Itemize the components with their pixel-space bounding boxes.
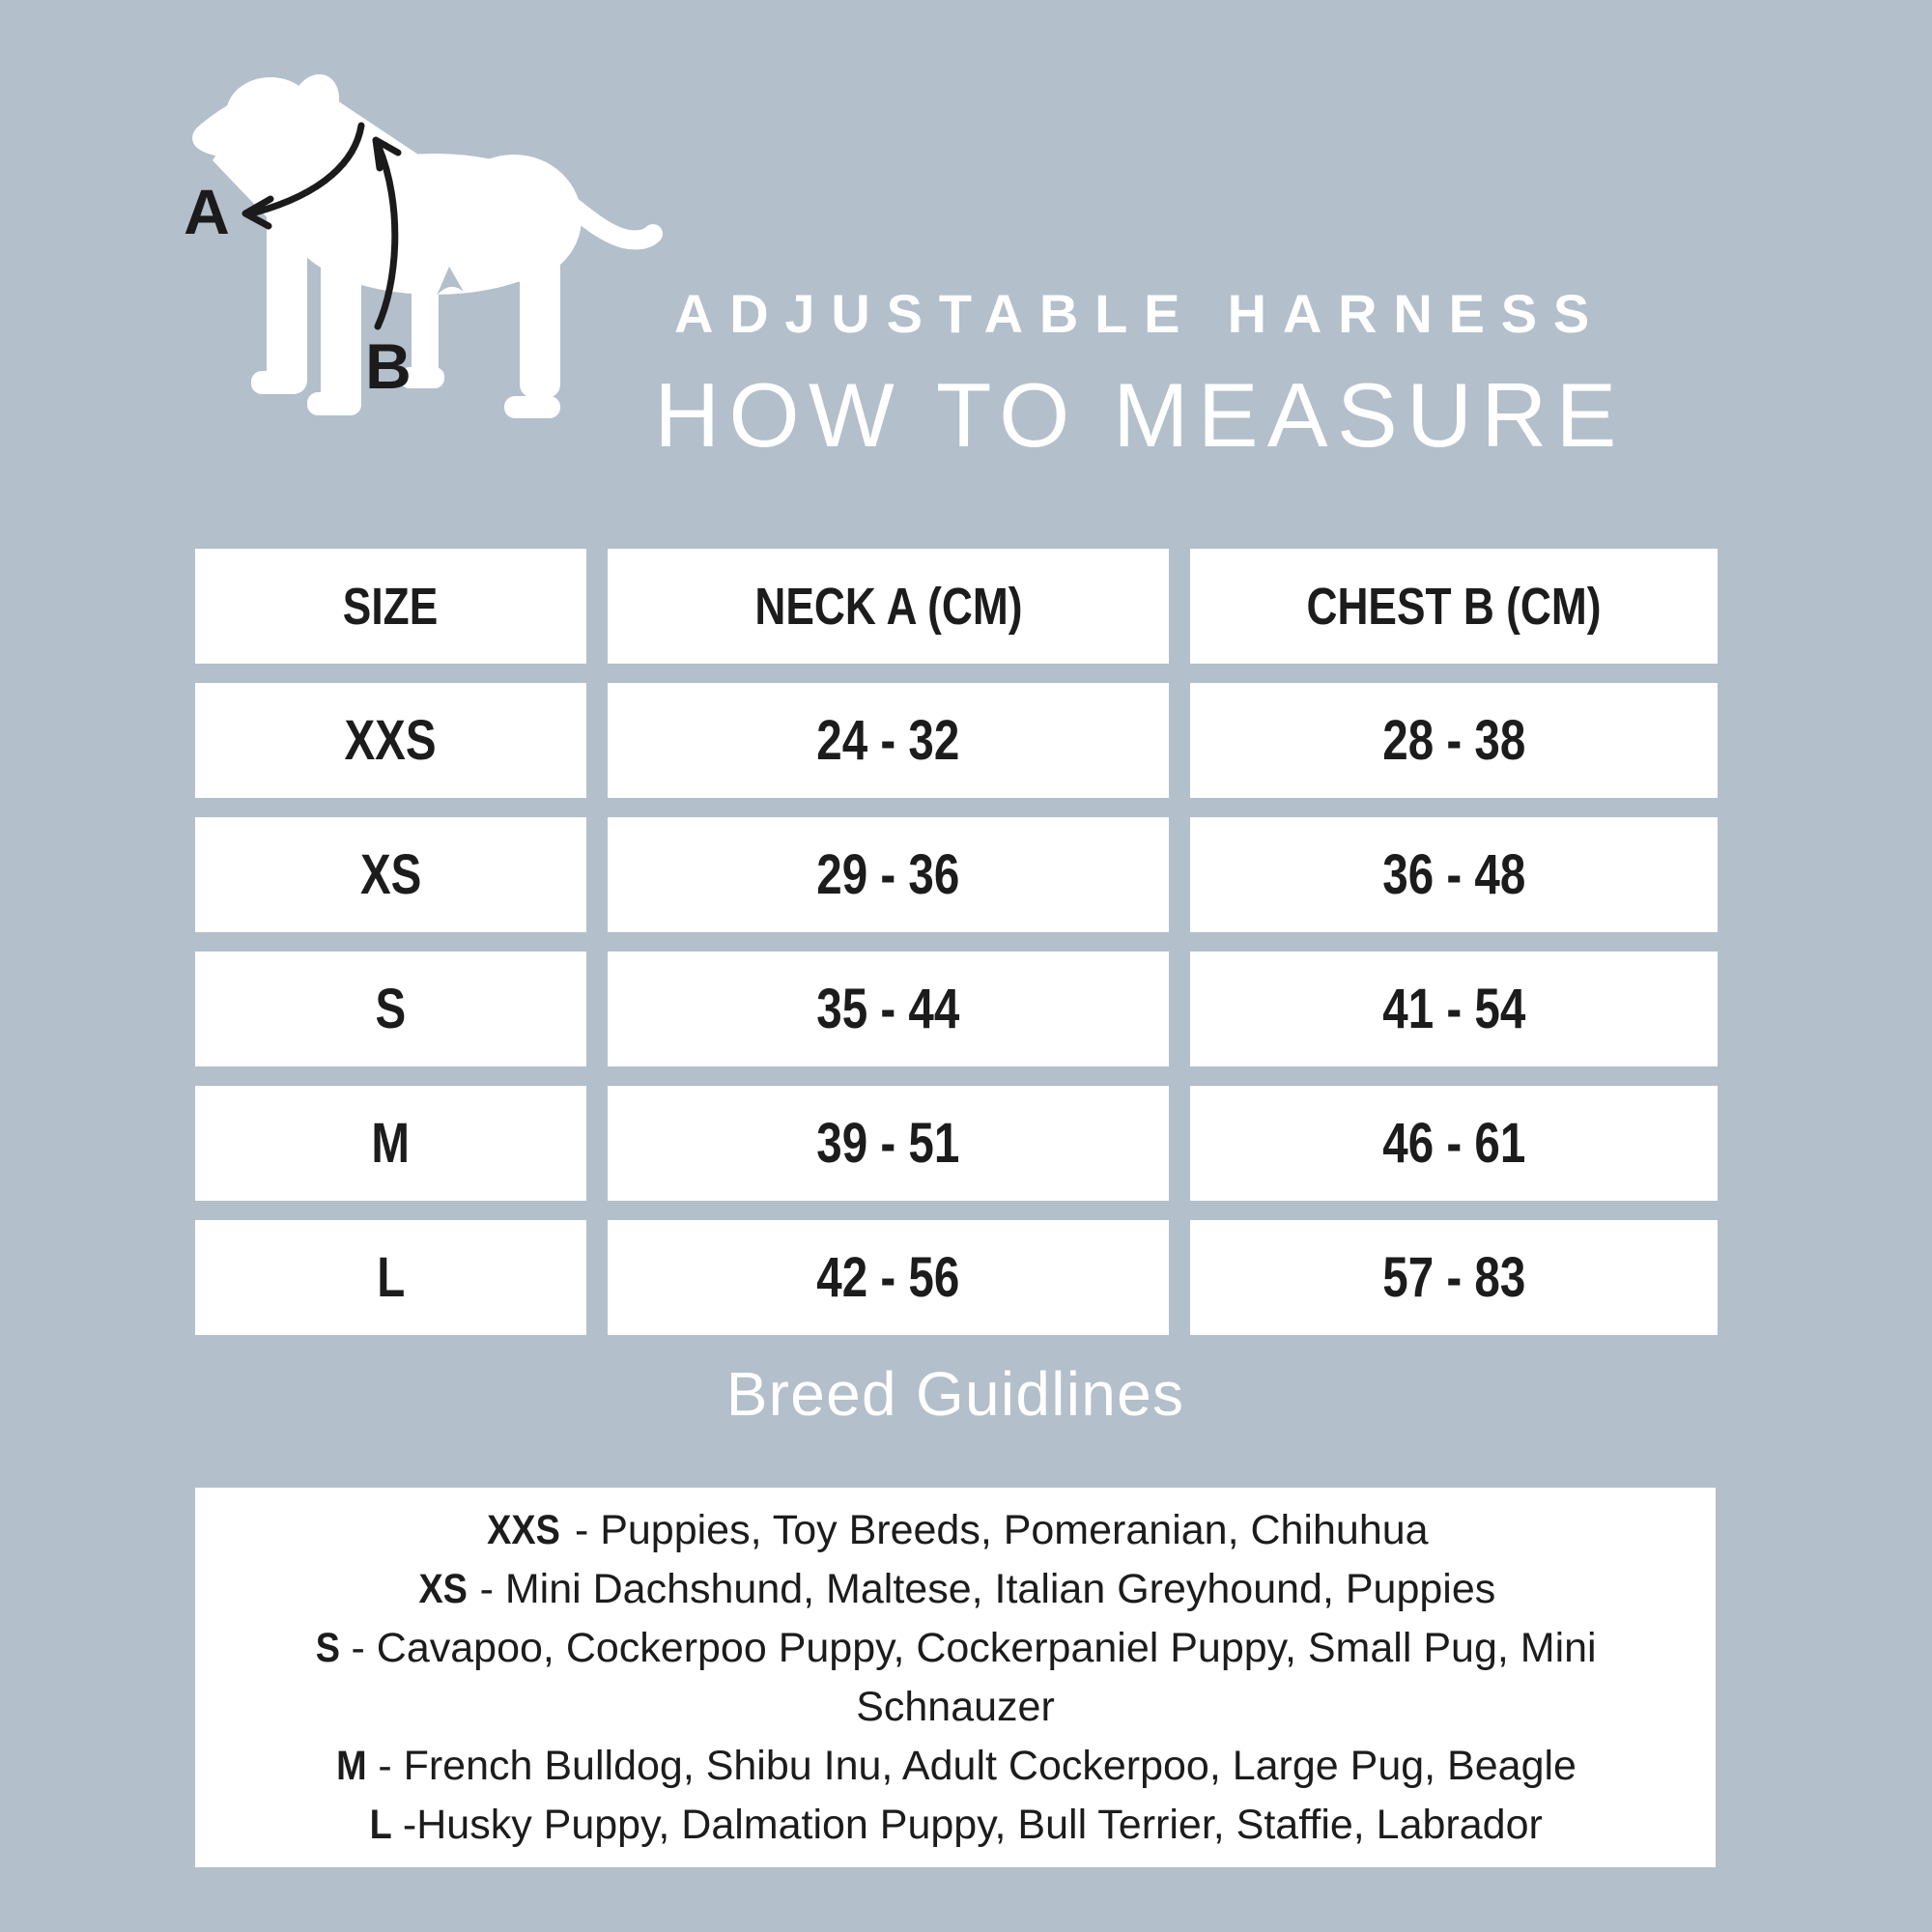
chest-value: 46 - 61: [1381, 1112, 1526, 1175]
page-title: HOW TO MEASURE: [654, 364, 1626, 466]
neck-value: 24 - 32: [816, 709, 960, 772]
chest-cell: [1190, 683, 1718, 798]
table-header-chest: [1190, 549, 1718, 664]
chest-value: 57 - 83: [1381, 1246, 1526, 1309]
breed-guidelines-heading: Breed Guidlines: [725, 1359, 1185, 1429]
chest-cell: [1190, 1086, 1718, 1201]
size-cell: [195, 1220, 586, 1335]
neck-value: 42 - 56: [816, 1246, 960, 1309]
chest-value: 28 - 38: [1381, 709, 1526, 772]
size-label: M: [336, 1742, 367, 1789]
size-label: XXS: [487, 1506, 561, 1553]
size-cell: [195, 952, 586, 1066]
measure-label-b: B: [365, 330, 412, 402]
breed-guideline-item: [242, 1501, 1669, 1560]
neck-value: 39 - 51: [816, 1112, 960, 1175]
neck-cell: [608, 952, 1169, 1066]
neck-cell: [608, 1086, 1169, 1201]
breed-guideline-item: [242, 1737, 1669, 1796]
size-value: M: [371, 1112, 411, 1175]
size-cell: [195, 683, 586, 798]
breed-guideline-item: [242, 1796, 1669, 1855]
breed-guideline-item: [242, 1619, 1669, 1737]
size-value: XS: [359, 843, 422, 906]
size-label: S: [316, 1624, 341, 1671]
header-size-label: SIZE: [343, 577, 439, 636]
breed-list: - Puppies, Toy Breeds, Pomeranian, Chihuhua: [574, 1506, 1429, 1553]
breed-list: - Cavapoo, Cockerpoo Puppy, Cockerpaniel Puppy, Small Pug, Mini Schnauzer: [351, 1624, 1597, 1730]
chest-value: 41 - 54: [1381, 978, 1526, 1040]
size-label: L: [369, 1801, 392, 1848]
chest-value: 36 - 48: [1381, 843, 1526, 906]
size-table: [195, 549, 1718, 1335]
size-label: XS: [418, 1565, 468, 1612]
table-header-neck: [608, 549, 1169, 664]
neck-value: 35 - 44: [816, 978, 960, 1040]
breed-list: -Husky Puppy, Dalmation Puppy, Bull Terrier, Staffie, Labrador: [402, 1801, 1543, 1848]
measure-label-a: A: [184, 176, 230, 247]
size-cell: [195, 1086, 586, 1201]
chest-cell: [1190, 952, 1718, 1066]
table-header-size: [195, 549, 586, 664]
breed-list: - Mini Dachshund, Maltese, Italian Greyhound, Puppies: [479, 1565, 1496, 1612]
neck-cell: [608, 1220, 1169, 1335]
header-neck-label: NECK A (CM): [753, 577, 1023, 636]
size-value: S: [375, 978, 407, 1040]
size-value: L: [376, 1246, 406, 1309]
size-value: XXS: [344, 709, 438, 772]
breed-guideline-item: [242, 1560, 1669, 1619]
neck-cell: [608, 817, 1169, 932]
neck-value: 29 - 36: [816, 843, 960, 906]
chest-cell: [1190, 1220, 1718, 1335]
kicker-title: ADJUSTABLE HARNESS: [673, 283, 1606, 344]
breed-list: - French Bulldog, Shibu Inu, Adult Cockerpoo, Large Pug, Beagle: [378, 1742, 1577, 1789]
neck-cell: [608, 683, 1169, 798]
size-cell: [195, 817, 586, 932]
header-chest-label: CHEST B (CM): [1306, 577, 1602, 636]
chest-cell: [1190, 817, 1718, 932]
breed-guidelines-panel: [195, 1488, 1716, 1867]
